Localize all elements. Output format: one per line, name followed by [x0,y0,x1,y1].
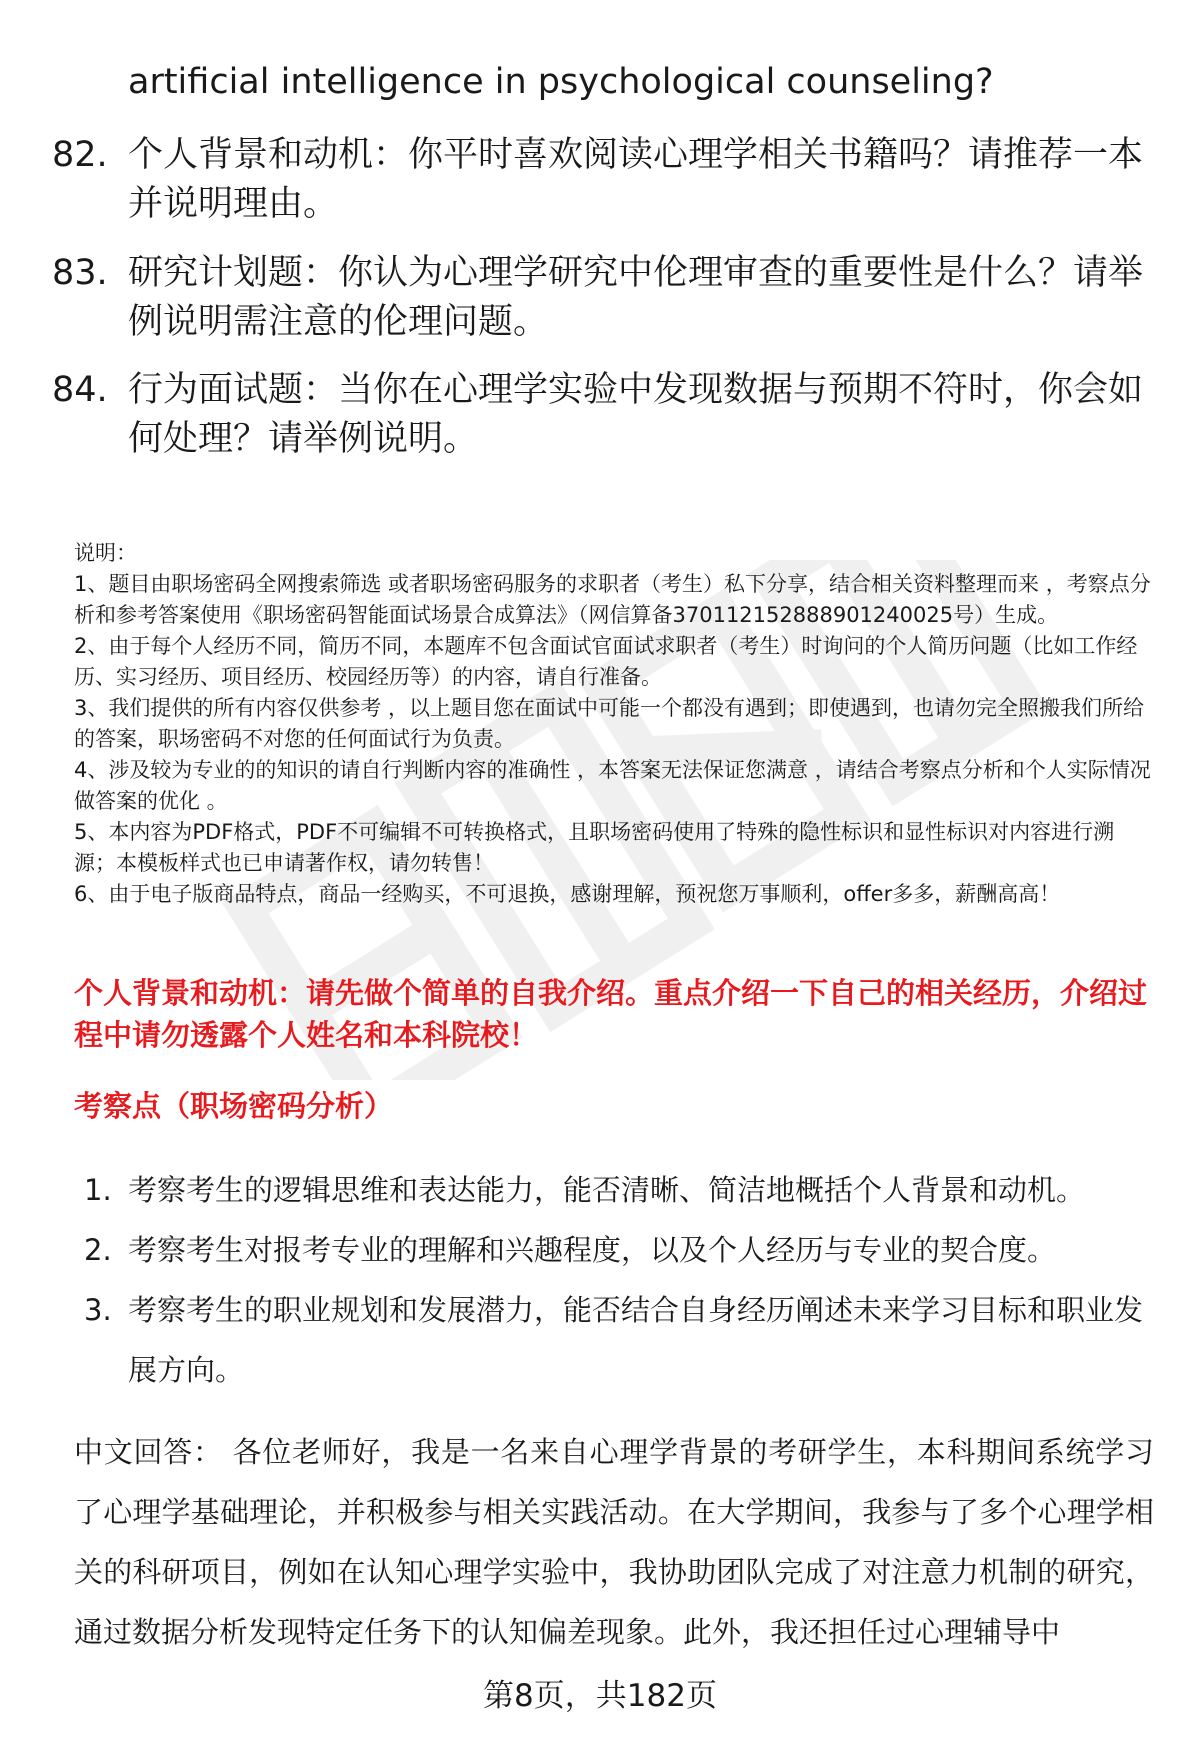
point-number: 1. [84,1173,112,1207]
note-item: 6、由于电子版商品特点，商品一经购买，不可退换，感谢理解，预祝您万事顺利，offer多多，薪酬高高！ [74,882,1061,906]
note-item: 3、我们提供的所有内容仅供参考 ，以上题目您在面试中可能一个都没有遇到；即使遇到，也请勿完全照搬我们所给的答案，职场密码不对您的任何面试行为负责。 [74,696,1145,751]
note-item: 1、题目由职场密码全网搜索筛选 或者职场密码服务的求职者（考生）私下分享，结合相关资料整理而来 ，考察点分析和参考答案使用《职场密码智能面试场景合成算法》（网信算备370112152888901240025号）生成。 [74,572,1151,627]
note-item: 4、涉及较为专业的的知识的请自行判断内容的准确性 ，本答案无法保证您满意 ，请结合考察点分析和个人实际情况做答案的优化 。 [74,758,1151,813]
notes-heading: 说明： [74,541,137,565]
point-number: 3. [84,1293,112,1327]
question-number: 83. [52,253,108,293]
section-subtitle: 考察点（职场密码分析） [74,1089,394,1123]
list-item [84,1220,1154,1280]
question-number: 84. [52,370,108,410]
chinese-answer: 中文回答： 各位老师好，我是一名来自心理学背景的考研学生，本科期间系统学习了心理学基础理论，并积极参与相关实践活动。在大学期间，我参与了多个心理学相关的科研项目，例如在认知心理学实验中，我协助团队完成了对注意力机制的研究，通过数据分析发现特定任务下的认知偏差现象。此外，我还担任过心理辅导中 [74,1435,1154,1649]
question-text: 研究计划题：你认为心理学研究中伦理审查的重要性是什么？请举例说明需注意的伦理问题。 [128,253,1144,342]
list-item [84,1280,1154,1400]
list-item [84,1160,1154,1220]
point-text: 考察考生的逻辑思维和表达能力，能否清晰、简洁地概括个人背景和动机。 [128,1173,1086,1207]
section-question-title: 个人背景和动机：请先做个简单的自我介绍。重点介绍一下自己的相关经历，介绍过程中请勿透露个人姓名和本科院校！ [74,976,1148,1052]
point-number: 2. [84,1233,112,1267]
point-text: 考察考生的职业规划和发展潜力，能否结合自身经历阐述未来学习目标和职业发展方向。 [128,1293,1144,1387]
question-text: 个人背景和动机：你平时喜欢阅读心理学相关书籍吗？请推荐一本并说明理由。 [128,135,1144,224]
question-text: 行为面试题：当你在心理学实验中发现数据与预期不符时，你会如何处理？请举例说明。 [128,370,1144,459]
note-item: 2、由于每个人经历不同，简历不同，本题库不包含面试官面试求职者（考生）时询问的个人简历问题（比如工作经历、实习经历、项目经历、校园经历等）的内容，请自行准备。 [74,634,1138,689]
question-number: 82. [52,135,108,175]
point-text: 考察考生对报考专业的理解和兴趣程度，以及个人经历与专业的契合度。 [128,1233,1057,1267]
page-footer: 第8页，共182页 [483,1678,717,1714]
question-81-continuation: artificial intelligence in psychological counseling? [128,62,994,102]
note-item: 5、本内容为PDF格式，PDF不可编辑不可转换格式，且职场密码使用了特殊的隐性标识和显性标识对内容进行溯源；本模板样式也已申请著作权，请勿转售！ [74,820,1115,875]
assessment-points [84,1160,1154,1400]
notes-block [74,538,1154,910]
